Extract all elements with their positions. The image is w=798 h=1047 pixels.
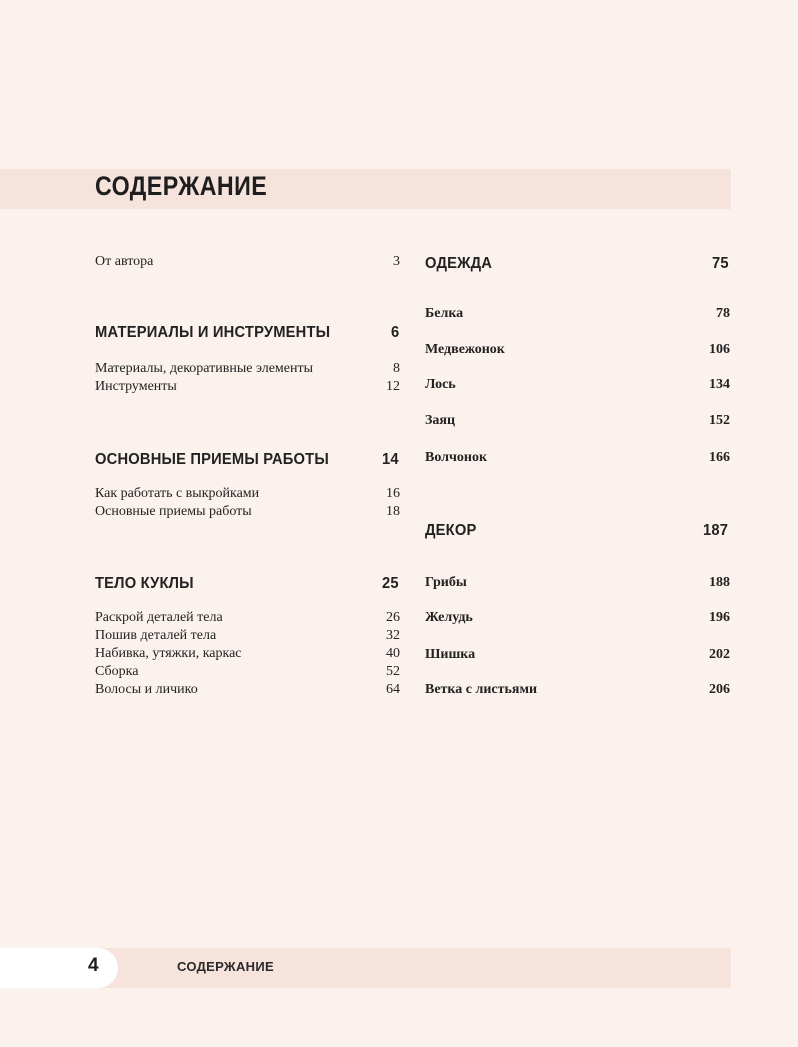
toc-entry[interactable] [425, 413, 730, 431]
toc-entry-page: 106 [709, 342, 730, 357]
toc-entry-page: 64 [386, 682, 400, 697]
toc-entry[interactable] [425, 377, 730, 395]
toc-entry[interactable] [425, 682, 730, 700]
toc-entry[interactable] [95, 610, 400, 628]
toc-entry-title: Пошив деталей тела [95, 628, 217, 643]
toc-entry-intro[interactable] [95, 254, 400, 272]
toc-section-body[interactable] [95, 575, 400, 597]
toc-section-materials[interactable] [95, 324, 400, 346]
toc-entry-title: Волосы и личико [95, 682, 198, 697]
toc-entry-title: Волчонок [425, 450, 488, 465]
toc-entry-page: 32 [386, 628, 400, 643]
toc-section-page: 25 [381, 575, 399, 592]
toc-entry-page: 202 [709, 647, 730, 662]
toc-section-decor[interactable] [425, 522, 730, 544]
toc-entry-title: Инструменты [95, 379, 177, 394]
toc-entry-title: Заяц [425, 413, 456, 428]
toc-section-page: 14 [381, 451, 399, 468]
toc-entry-page: 16 [386, 486, 400, 501]
toc-section-title: ДЕКОР [425, 522, 477, 539]
page-title: СОДЕРЖАНИЕ [95, 171, 268, 201]
toc-entry-page: 188 [709, 575, 730, 590]
page-number: 4 [88, 955, 99, 976]
toc-section-title: МАТЕРИАЛЫ И ИНСТРУМЕНТЫ [95, 324, 331, 341]
toc-entry-title: От автора [95, 254, 154, 269]
toc-entry-page: 3 [393, 254, 400, 269]
toc-entry-page: 152 [709, 413, 730, 428]
toc-entry-title: Набивка, утяжки, каркас [95, 646, 242, 661]
toc-entry-title: Медвежонок [425, 342, 505, 357]
toc-entry-title: Белка [425, 306, 464, 321]
toc-entry-title: Основные приемы работы [95, 504, 252, 519]
toc-section-title: ТЕЛО КУКЛЫ [95, 575, 194, 592]
toc-entry-title: Раскрой деталей тела [95, 610, 223, 625]
toc-entry[interactable] [425, 342, 730, 360]
toc-entry-page: 52 [386, 664, 400, 679]
toc-entry-page: 26 [386, 610, 400, 625]
toc-entry[interactable] [425, 450, 730, 468]
toc-section-clothes[interactable] [425, 255, 730, 277]
toc-entry[interactable] [95, 361, 400, 379]
toc-entry-page: 78 [716, 306, 730, 321]
toc-section-page: 187 [702, 522, 728, 539]
toc-entry-page: 196 [709, 610, 730, 625]
toc-entry[interactable] [425, 610, 730, 628]
toc-entry-page: 40 [386, 646, 400, 661]
toc-entry-title: Грибы [425, 575, 467, 590]
toc-entry-page: 18 [386, 504, 400, 519]
toc-entry-page: 12 [386, 379, 400, 394]
toc-entry[interactable] [95, 682, 400, 700]
toc-section-title: ОСНОВНЫЕ ПРИЕМЫ РАБОТЫ [95, 451, 329, 468]
toc-entry-title: Шишка [425, 647, 476, 662]
toc-entry[interactable] [425, 306, 730, 324]
toc-entry-title: Лось [425, 377, 456, 392]
toc-entry-title: Как работать с выкройками [95, 486, 260, 501]
toc-entry[interactable] [95, 628, 400, 646]
toc-entry[interactable] [95, 646, 400, 664]
running-footer-label: СОДЕРЖАНИЕ [177, 959, 274, 974]
toc-entry[interactable] [425, 575, 730, 593]
toc-entry-page: 166 [709, 450, 730, 465]
toc-entry[interactable] [95, 486, 400, 504]
toc-entry-page: 134 [709, 377, 730, 392]
toc-entry-page: 8 [393, 361, 400, 376]
toc-entry-page: 206 [709, 682, 730, 697]
toc-section-title: ОДЕЖДА [425, 255, 493, 272]
page-number-tab [0, 948, 118, 988]
toc-section-techniques[interactable] [95, 451, 400, 473]
toc-entry-title: Желудь [425, 610, 473, 625]
toc-entry[interactable] [95, 379, 400, 397]
toc-entry-title: Сборка [95, 664, 139, 679]
toc-entry[interactable] [95, 664, 400, 682]
toc-entry-title: Материалы, декоративные элементы [95, 361, 314, 376]
toc-section-page: 75 [711, 255, 729, 272]
toc-entry[interactable] [425, 647, 730, 665]
toc-section-page: 6 [390, 324, 400, 341]
toc-entry[interactable] [95, 504, 400, 522]
toc-entry-title: Ветка с листьями [425, 682, 538, 697]
